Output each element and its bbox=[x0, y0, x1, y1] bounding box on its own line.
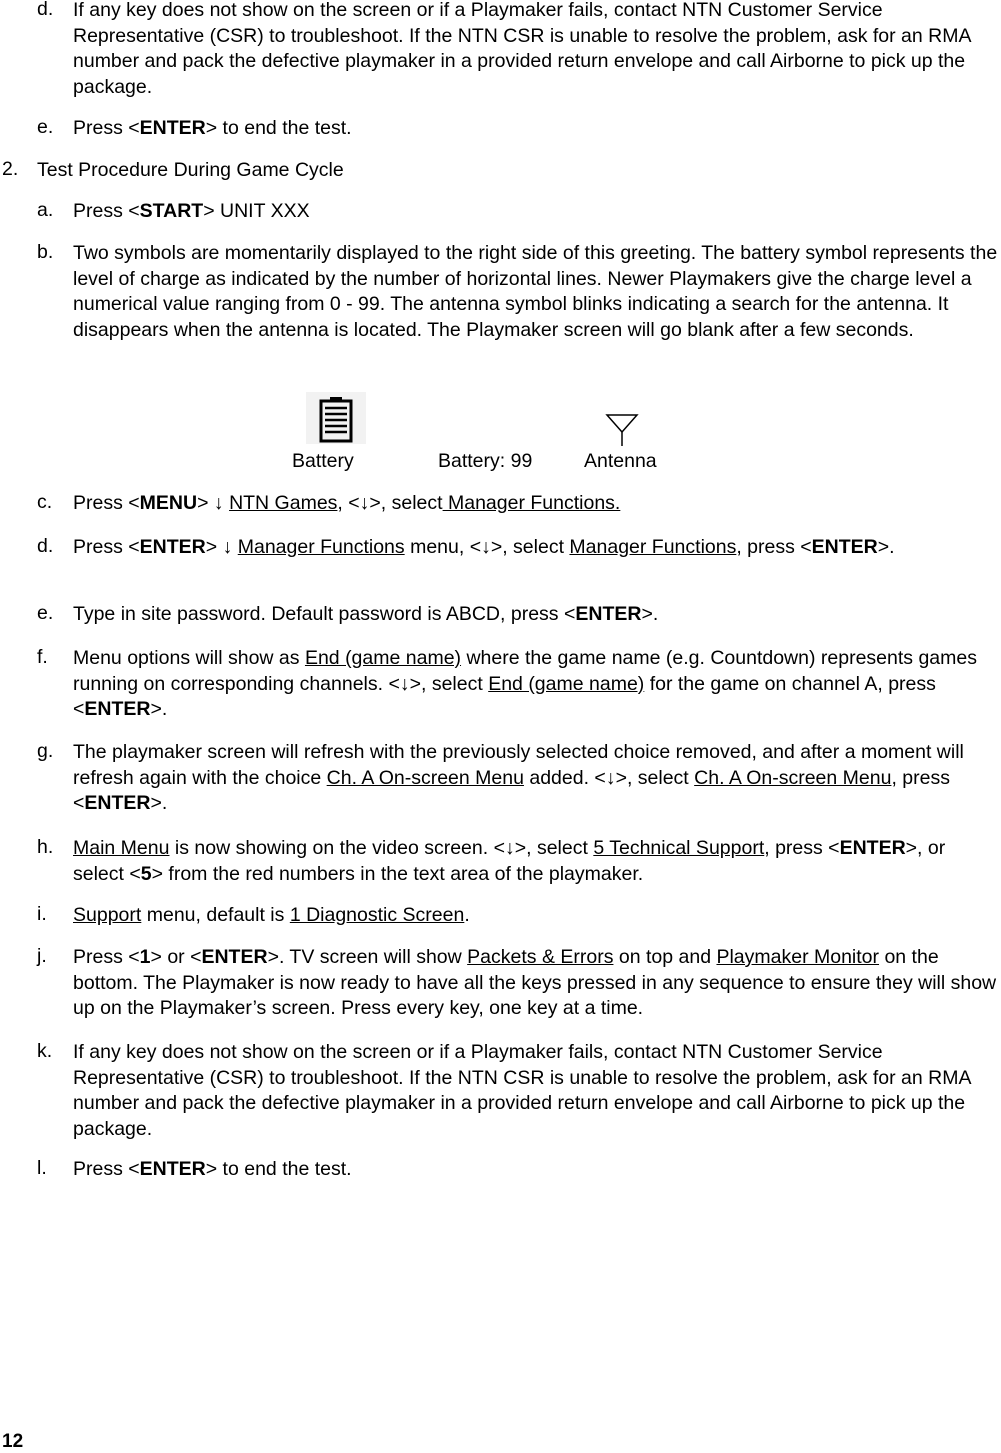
item-marker: h. bbox=[37, 836, 54, 858]
item-marker: e. bbox=[37, 116, 54, 138]
down-arrow-icon: ↓ bbox=[481, 536, 491, 558]
item-marker: i. bbox=[37, 903, 47, 925]
antenna-label: Antenna bbox=[584, 450, 657, 472]
item-text: Press <1> or <ENTER>. TV screen will show Packets & Errors on top and Playmaker Monitor on the bottom. The Playmaker is now ready to have all the keys pressed in any sequence to ensure they will show up on the Playmaker’s screen. Press every key, one key at a time. bbox=[73, 946, 997, 1020]
down-arrow-icon: ↓ bbox=[504, 837, 515, 859]
item-text: If any key does not show on the screen or if a Playmaker fails, contact NTN Customer Service Representative (CSR) to troubleshoot. If the NTN CSR is unable to resolve the problem, ask for an RMA number and pack the defective playmaker in a provided return envelope and call Airborne to pick up the package. bbox=[73, 1041, 971, 1140]
item-marker: l. bbox=[37, 1157, 47, 1179]
battery-value-label: Battery: 99 bbox=[438, 450, 533, 472]
down-arrow-icon: ↓ bbox=[222, 536, 233, 558]
item-marker: c. bbox=[37, 491, 53, 513]
page-number: 12 bbox=[2, 1431, 24, 1452]
battery-icon bbox=[306, 392, 366, 444]
item-text: Press <ENTER> to end the test. bbox=[73, 117, 352, 139]
down-arrow-icon: ↓ bbox=[359, 492, 370, 514]
section-number: 2. bbox=[2, 158, 19, 180]
item-marker: b. bbox=[37, 241, 54, 263]
item-text: Main Menu is now showing on the video screen. <↓>, select 5 Technical Support, press <ENTER>, or select <5> from the red numbers in the text area of the playmaker. bbox=[73, 837, 946, 885]
item-text: Press <ENTER> ↓ Manager Functions menu, <↓>, select Manager Functions, press <ENTER>. bbox=[73, 536, 895, 558]
item-marker: g. bbox=[37, 740, 54, 762]
item-text: Two symbols are momentarily displayed to the right side of this greeting. The battery symbol represents the level of charge as indicated by the number of horizontal lines. Newer Playmakers give the charge level a numerical value ranging from 0 - 99. The antenna symbol blinks indicating a search for the antenna. It disappears when the antenna is located. The Playmaker screen will go blank after a few seconds. bbox=[73, 242, 998, 341]
item-text: Press <MENU> ↓ NTN Games, <↓>, select Manager Functions. bbox=[73, 492, 621, 514]
item-marker: f. bbox=[37, 646, 48, 668]
item-text: Support menu, default is 1 Diagnostic Screen. bbox=[73, 904, 470, 926]
antenna-icon bbox=[604, 412, 640, 448]
item-text: The playmaker screen will refresh with the previously selected choice removed, and after a moment will refresh again with the choice Ch. A On-screen Menu added. <↓>, select Ch. A On-screen Menu, press <ENTER>. bbox=[73, 741, 964, 815]
down-arrow-icon: ↓ bbox=[399, 672, 410, 695]
item-marker: e. bbox=[37, 602, 54, 624]
item-marker: a. bbox=[37, 199, 54, 221]
item-text: Press <ENTER> to end the test. bbox=[73, 1158, 352, 1180]
item-marker: k. bbox=[37, 1040, 53, 1062]
down-arrow-icon: ↓ bbox=[213, 492, 224, 514]
item-text: Press <START> UNIT XXX bbox=[73, 200, 310, 222]
item-marker: d. bbox=[37, 0, 54, 20]
battery-label: Battery bbox=[292, 450, 354, 472]
down-arrow-icon: ↓ bbox=[605, 766, 616, 789]
item-marker: j. bbox=[37, 945, 47, 967]
item-text: Menu options will show as End (game name) where the game name (e.g. Countdown) represents games running on corresponding channels. <↓>, select End (game name) for the game on channel A, press <ENTER>. bbox=[73, 647, 977, 721]
item-marker: d. bbox=[37, 535, 54, 557]
item-text: Type in site password. Default password is ABCD, press <ENTER>. bbox=[73, 603, 659, 625]
item-text: If any key does not show on the screen or if a Playmaker fails, contact NTN Customer Service Representative (CSR) to troubleshoot. If the NTN CSR is unable to resolve the problem, ask for an RMA number and pack the defective playmaker in a provided return envelope and call Airborne to pick up the package. bbox=[73, 0, 971, 98]
section-title: Test Procedure During Game Cycle bbox=[37, 159, 344, 181]
